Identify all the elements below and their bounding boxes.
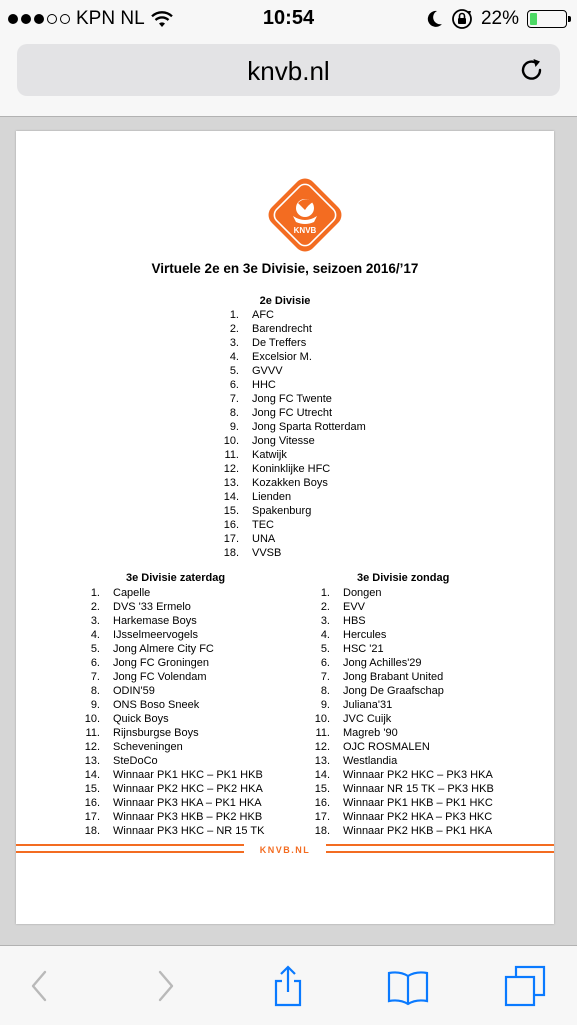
list-item <box>72 768 264 782</box>
div3-sunday-heading: 3e Divisie zondag <box>357 572 450 584</box>
list-item <box>211 420 366 434</box>
list-item-team: Juliana'31 <box>343 699 393 711</box>
list-item <box>302 782 494 796</box>
list-item <box>72 628 264 642</box>
list-item-team: Jong Almere City FC <box>113 643 214 655</box>
list-item <box>302 796 494 810</box>
list-item <box>211 322 366 336</box>
list-item <box>211 392 366 406</box>
status-bar <box>0 0 577 38</box>
list-item-team: Jong Vitesse <box>252 435 315 447</box>
list-item-number: 17. <box>84 811 100 823</box>
div2-list <box>211 308 366 560</box>
list-item-team: HBS <box>343 615 366 627</box>
list-item-number: 16. <box>314 797 330 809</box>
list-item-number: 10. <box>314 713 330 725</box>
list-item-team: Harkemase Boys <box>113 615 197 627</box>
list-item-team: Barendrecht <box>252 323 312 335</box>
list-item <box>302 754 494 768</box>
list-item <box>211 308 366 322</box>
list-item <box>302 740 494 754</box>
list-item <box>72 740 264 754</box>
list-item <box>302 614 494 628</box>
list-item-team: Magreb '90 <box>343 727 398 739</box>
list-item-team: Jong Sparta Rotterdam <box>252 421 366 433</box>
list-item-team: Quick Boys <box>113 713 169 725</box>
list-item-number: 4. <box>229 351 239 363</box>
forward-button[interactable] <box>143 964 187 1008</box>
list-item-number: 8. <box>320 685 330 697</box>
list-item <box>72 824 264 838</box>
list-item <box>302 628 494 642</box>
list-item <box>211 336 366 350</box>
list-item-number: 1. <box>90 587 100 599</box>
list-item-team: IJsselmeervogels <box>113 629 198 641</box>
list-item-team: Winnaar PK2 HKC – PK3 HKA <box>343 769 493 781</box>
list-item-number: 3. <box>90 615 100 627</box>
list-item-number: 11. <box>315 727 330 739</box>
list-item <box>302 586 494 600</box>
chevron-left-icon <box>18 964 62 1008</box>
list-item-number: 3. <box>229 337 239 349</box>
document-footer <box>16 842 554 858</box>
list-item <box>72 754 264 768</box>
list-item-team: TEC <box>252 519 274 531</box>
browser-toolbar <box>0 945 577 1025</box>
list-item-number: 17. <box>223 533 239 545</box>
list-item-team: Lienden <box>252 491 292 503</box>
list-item <box>72 600 264 614</box>
list-item <box>211 518 366 532</box>
list-item-number: 18. <box>223 547 239 559</box>
list-item-team: UNA <box>252 533 276 545</box>
list-item-number: 2. <box>229 323 239 335</box>
list-item-team: HSC '21 <box>343 643 384 655</box>
list-item-team: Winnaar NR 15 TK – PK3 HKB <box>343 783 494 795</box>
list-item-number: 16. <box>84 797 100 809</box>
list-item-team: Winnaar PK3 HKA – PK1 HKA <box>113 797 262 809</box>
list-item-team: Jong FC Volendam <box>113 671 207 683</box>
knvb-logo <box>262 172 348 258</box>
list-item <box>72 614 264 628</box>
list-item-team: JVC Cuijk <box>343 713 392 725</box>
list-item-number: 12. <box>314 741 330 753</box>
list-item-number: 1. <box>320 587 330 599</box>
list-item-team: Kozakken Boys <box>252 477 328 489</box>
logo-text: KNVB <box>293 226 317 235</box>
list-item-team: Dongen <box>343 587 382 599</box>
list-item <box>72 684 264 698</box>
list-item-team: Winnaar PK2 HKC – PK2 HKA <box>113 783 263 795</box>
list-item-team: Winnaar PK1 HKB – PK1 HKC <box>343 797 493 809</box>
list-item <box>72 810 264 824</box>
clock: 10:54 <box>262 7 315 29</box>
list-item <box>72 726 264 740</box>
list-item-number: 1. <box>229 309 239 321</box>
list-item-number: 6. <box>320 657 330 669</box>
list-item-number: 13. <box>84 755 100 767</box>
list-item <box>211 490 366 504</box>
list-item-team: DVS '33 Ermelo <box>113 601 191 613</box>
moon-icon <box>427 10 443 28</box>
list-item <box>72 642 264 656</box>
list-item <box>211 434 366 448</box>
list-item-number: 18. <box>314 825 330 837</box>
list-item-number: 3. <box>320 615 330 627</box>
list-item <box>302 824 494 838</box>
div3-saturday-heading: 3e Divisie zaterdag <box>126 572 226 584</box>
list-item <box>72 796 264 810</box>
list-item-team: Jong FC Twente <box>252 393 332 405</box>
list-item-team: Capelle <box>113 587 151 599</box>
list-item <box>211 406 366 420</box>
tabs-icon <box>503 964 547 1008</box>
list-item-team: Scheveningen <box>113 741 183 753</box>
list-item-number: 10. <box>223 435 239 447</box>
list-item <box>302 684 494 698</box>
list-item <box>72 586 264 600</box>
list-item-number: 12. <box>84 741 100 753</box>
list-item-team: EVV <box>343 601 366 613</box>
list-item-number: 5. <box>90 643 100 655</box>
list-item-team: Jong De Graafschap <box>343 685 444 697</box>
list-item-team: Jong FC Utrecht <box>252 407 333 419</box>
list-item-number: 2. <box>90 601 100 613</box>
list-item <box>211 350 366 364</box>
book-icon <box>386 964 430 1008</box>
list-item <box>211 532 366 546</box>
list-item-number: 9. <box>90 699 100 711</box>
list-item-number: 11. <box>85 727 100 739</box>
list-item-team: ONS Boso Sneek <box>113 699 200 711</box>
list-item-team: Winnaar PK2 HKB – PK1 HKA <box>343 825 493 837</box>
list-item-team: HHC <box>252 379 276 391</box>
list-item-team: Jong FC Groningen <box>113 657 209 669</box>
list-item-team: Excelsior M. <box>252 351 312 363</box>
rotation-lock-icon <box>451 8 473 30</box>
document-title: Virtuele 2e en 3e Divisie, seizoen 2016/’17 <box>151 261 419 276</box>
list-item-team: Winnaar PK2 HKA – PK3 HKC <box>343 811 493 823</box>
chevron-right-icon <box>143 964 187 1008</box>
list-item-team: Spakenburg <box>252 505 312 517</box>
list-item-number: 10. <box>84 713 100 725</box>
share-icon <box>266 964 310 1008</box>
list-item-team: Hercules <box>343 629 387 641</box>
list-item-team: VVSB <box>252 547 282 559</box>
list-item-team: Westlandia <box>343 755 398 767</box>
list-item <box>211 364 366 378</box>
list-item <box>211 378 366 392</box>
carrier-name: KPN NL <box>76 8 145 29</box>
list-item <box>302 810 494 824</box>
list-item-number: 7. <box>320 671 330 683</box>
list-item-number: 14. <box>223 491 239 503</box>
bookmarks-button[interactable] <box>386 964 430 1008</box>
web-content[interactable] <box>0 117 577 945</box>
list-item-number: 2. <box>320 601 330 613</box>
list-item-number: 9. <box>229 421 239 433</box>
list-item-team: De Treffers <box>252 337 307 349</box>
list-item <box>302 600 494 614</box>
list-item-number: 6. <box>90 657 100 669</box>
list-item <box>302 642 494 656</box>
list-item-number: 6. <box>229 379 239 391</box>
list-item <box>72 712 264 726</box>
list-item-team: ODIN'59 <box>113 685 155 697</box>
list-item-number: 5. <box>320 643 330 655</box>
list-item-number: 7. <box>229 393 239 405</box>
list-item <box>72 782 264 796</box>
list-item <box>302 670 494 684</box>
list-item-team: Winnaar PK3 HKB – PK2 HKB <box>113 811 263 823</box>
tabs-button[interactable] <box>503 964 547 1008</box>
list-item <box>302 712 494 726</box>
reload-icon[interactable] <box>518 56 546 84</box>
list-item-team: SteDoCo <box>113 755 158 767</box>
document-page <box>16 131 554 924</box>
list-item-number: 14. <box>314 769 330 781</box>
list-item <box>72 670 264 684</box>
list-item-team: Jong Achilles'29 <box>343 657 422 669</box>
back-button[interactable] <box>18 964 62 1008</box>
list-item <box>302 698 494 712</box>
list-item-number: 5. <box>229 365 239 377</box>
list-item-team: GVVV <box>252 365 283 377</box>
list-item <box>72 656 264 670</box>
list-item-number: 8. <box>90 685 100 697</box>
battery-icon <box>527 10 567 28</box>
list-item-number: 16. <box>223 519 239 531</box>
list-item-team: Winnaar PK3 HKC – NR 15 TK <box>113 825 265 837</box>
list-item-number: 13. <box>223 477 239 489</box>
div3-sunday-list <box>302 586 494 838</box>
list-item <box>72 698 264 712</box>
list-item-number: 13. <box>314 755 330 767</box>
list-item-number: 18. <box>84 825 100 837</box>
list-item-number: 9. <box>320 699 330 711</box>
browser-header <box>0 38 577 117</box>
list-item <box>211 546 366 560</box>
list-item-team: Koninklijke HFC <box>252 463 331 475</box>
list-item <box>302 656 494 670</box>
list-item-team: Rijnsburgse Boys <box>113 727 199 739</box>
list-item-team: AFC <box>252 309 274 321</box>
list-item-number: 4. <box>90 629 100 641</box>
div3-saturday-list <box>72 586 264 838</box>
battery-percent: 22% <box>480 8 519 29</box>
list-item-number: 14. <box>84 769 100 781</box>
list-item <box>302 726 494 740</box>
list-item-number: 17. <box>314 811 330 823</box>
address-bar[interactable] <box>17 44 560 96</box>
list-item <box>211 504 366 518</box>
share-button[interactable] <box>266 964 310 1008</box>
list-item-number: 7. <box>90 671 100 683</box>
list-item <box>302 768 494 782</box>
footer-brand: KNVB.NL <box>259 845 311 855</box>
list-item <box>211 462 366 476</box>
list-item-number: 11. <box>224 449 239 461</box>
list-item-team: Winnaar PK1 HKC – PK1 HKB <box>113 769 263 781</box>
list-item-team: Katwijk <box>252 449 287 461</box>
list-item-number: 8. <box>229 407 239 419</box>
list-item-team: OJC ROSMALEN <box>343 741 430 753</box>
list-item-number: 15. <box>223 505 239 517</box>
list-item-number: 12. <box>223 463 239 475</box>
list-item-team: Jong Brabant United <box>343 671 444 683</box>
list-item <box>211 476 366 490</box>
list-item-number: 15. <box>84 783 100 795</box>
div2-heading: 2e Divisie <box>259 295 311 307</box>
list-item-number: 15. <box>314 783 330 795</box>
list-item <box>211 448 366 462</box>
url-text[interactable]: knvb.nl <box>247 56 330 86</box>
list-item-number: 4. <box>320 629 330 641</box>
